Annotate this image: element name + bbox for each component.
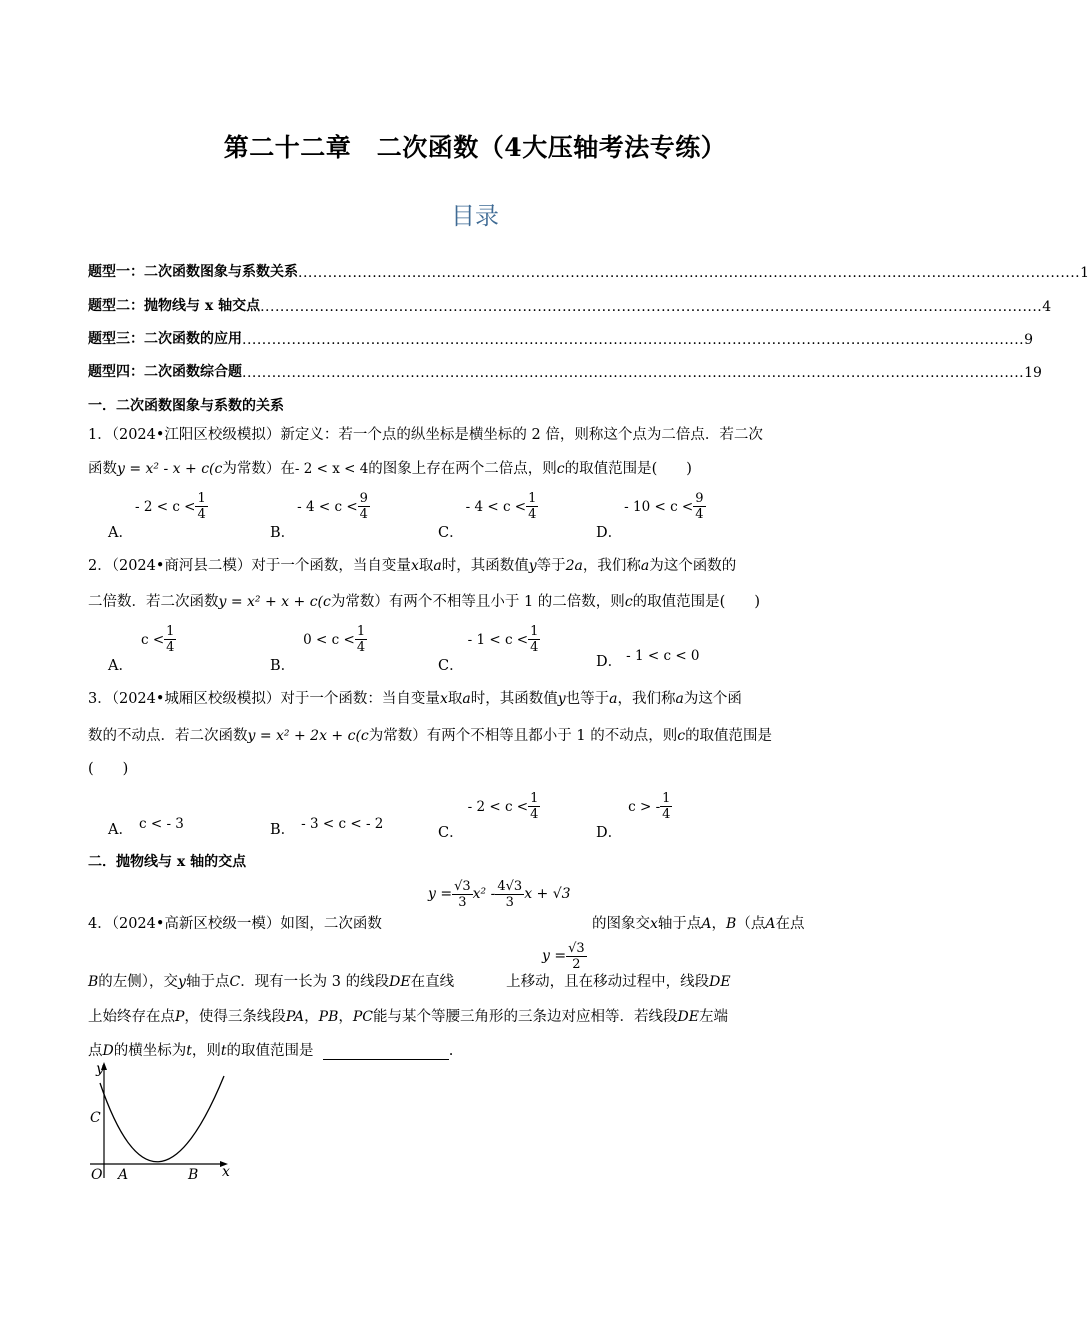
toc-item[interactable] [88,293,1052,315]
text: ，使得三条线段 [184,1009,286,1025]
q2-option-d[interactable] [596,650,700,671]
option-expr: - 3 < c < - 2 [301,816,384,832]
text: 为这个函数的 [649,558,737,574]
numerator: 1 [528,491,537,506]
text: 的图象交 [592,916,650,932]
point-a: A [701,916,712,932]
answer-blank[interactable] [323,1045,449,1060]
toc-item[interactable] [88,259,1089,281]
expr-part: y = [428,886,453,902]
page-title: 第二十二章 二次函数（4大压轴考法专练） [223,133,727,162]
fraction [355,625,367,654]
point-c: C [229,974,241,990]
var-t: t [220,1043,227,1059]
text: 轴于点 [185,974,230,990]
text: 也等于 [565,691,610,707]
option-letter: D． [596,654,623,670]
numerator: 1 [356,624,366,639]
denominator: 4 [530,807,539,822]
text: 函数 [88,461,117,477]
q2-option-a[interactable] [108,624,176,674]
var-c: c [624,594,633,610]
q3-line-1 [88,687,742,708]
var-y: y [178,974,186,990]
var-x: x [650,916,658,932]
numerator: 1 [530,791,539,806]
fraction [526,492,538,521]
toc-item[interactable] [88,359,1042,381]
fraction [660,792,672,821]
segment-pa: PA [285,1009,305,1025]
segment-pb: PB [318,1009,339,1025]
option-letter: B． [270,524,296,541]
text: 的取值范围是 [685,728,773,744]
toc-item-label: 题型三：二次函数的应用 [88,331,242,347]
point-label-a: A [118,1167,129,1183]
text: 的取值范围是 [226,1043,314,1059]
toc-leader: .............................................................................................................................................................. [298,265,1081,281]
fraction [528,792,540,821]
expr-part: x + √3 [524,886,571,902]
fraction [452,880,473,909]
text: 的横坐标为 [113,1043,187,1059]
parabola-figure [82,1058,242,1188]
text: ，我们称 [617,691,676,707]
q1-option-b[interactable] [270,491,370,541]
denominator: 4 [662,807,671,822]
denominator: 3 [458,895,467,910]
option-letter: A． [108,657,133,674]
toc-heading: 目录 [451,202,499,230]
var-t: t [186,1043,192,1059]
option-expr: - 1 < c < [467,631,529,648]
point-a: A [765,916,776,932]
option-expr: c < [140,631,165,648]
point-label-b: B [188,1167,199,1183]
toc-leader: .............................................................................................................................................................. [242,332,1025,348]
toc-item-label: 题型四：二次函数综合题 [88,364,242,380]
text: ， [711,916,727,932]
numerator: √3 [568,941,585,956]
q1-option-a[interactable] [108,491,208,541]
segment-de: DE [389,974,411,990]
var-a: a [433,558,442,574]
q4-line-equation [542,942,587,971]
numerator: 9 [695,491,704,506]
point-p: P [175,1009,185,1025]
q1-option-c[interactable] [438,491,538,541]
toc-leader: .............................................................................................................................................................. [260,299,1043,315]
text: ， [338,1009,353,1025]
q2-option-c[interactable] [438,624,540,674]
text: . [448,1043,454,1059]
fraction [693,492,705,521]
var-a: a [640,558,650,574]
q2-line-1 [88,554,736,575]
toc-item-page: 9 [1024,332,1034,348]
option-expr: c > - [628,798,661,815]
option-letter: B． [270,822,296,838]
q3-line-2 [88,724,772,745]
numerator: 1 [166,624,175,639]
text: 时，其函数值 [470,691,558,707]
option-letter: C． [438,657,464,674]
q1-line-1: 1．（2024•江阳区校级模拟）新定义：若一个点的纵坐标是横坐标的 2 倍，则称这个点为二倍点．若二次 [88,427,763,443]
q3-option-b[interactable] [270,818,383,839]
option-letter: A． [108,822,133,838]
q4-line-1-tail [592,912,804,933]
text: 取 [447,691,463,707]
var-a: a [462,691,471,707]
option-letter: D． [596,524,623,541]
denominator: 4 [166,640,175,655]
option-expr: - 4 < c < [297,498,358,515]
option-expr: - 2 < c < [467,798,529,815]
denominator: 4 [359,507,368,522]
text: 左端 [698,1009,728,1025]
axis-label-y: y [96,1061,104,1077]
expr-part: x² - [472,886,496,902]
text: 为常数）有两个不相等且小于 1 的二倍数，则 [330,594,625,610]
text: 在直线 [410,974,455,990]
text: 上移动，且在移动过程中，线段 [506,974,710,990]
segment-de: DE [709,974,731,990]
text: 为常数）在 [222,461,295,477]
var-c: c [556,461,565,477]
text: 2．（2024•商河县二模）对于一个函数，当自变量 [88,558,411,574]
text: 为常数）有两个不相等且都小于 1 的不动点，则 [368,728,678,744]
toc-item-page: 1 [1080,265,1089,281]
q2-function: y = x² + x + c(c [218,594,331,610]
numerator: 9 [359,491,368,506]
fraction [495,880,524,909]
text: ，则 [191,1043,221,1059]
denominator: 4 [695,507,704,522]
q1-domain: - 2 < x < 4 [294,461,369,477]
option-expr: - 10 < c < [624,498,694,515]
option-expr: - 2 < c < [134,498,196,515]
option-letter: A． [108,524,133,541]
q3-function: y = x² + 2x + c(c [247,728,369,744]
var-c: c [677,728,686,744]
text: 轴于点 [657,916,702,932]
q3-option-a[interactable] [108,818,184,839]
q4-function [428,880,571,909]
toc-item-label: 题型二：抛物线与 x 轴交点 [88,298,261,314]
answer-paren: ( ) [88,761,129,777]
q4-line-4 [88,1039,453,1060]
origin-label: O [91,1167,103,1183]
text: 数的不动点．若二次函数 [88,728,248,744]
point-b: B [726,916,737,932]
text: 二倍数．若二次函数 [88,594,219,610]
toc-item-label: 题型一：二次函数图象与系数关系 [88,264,298,280]
text: 能与某个等腰三角形的三条边对应相等．若线段 [373,1009,678,1025]
text: 的取值范围是 [564,461,652,477]
option-letter: C． [438,824,464,841]
option-letter: D． [596,824,623,841]
point-label-c: C [90,1110,101,1126]
denominator: 2 [572,957,581,972]
var-x: x [439,691,448,707]
text: 的图象上存在两个二倍点，则 [368,461,557,477]
point-d: D [102,1043,114,1059]
option-expr: - 1 < c < 0 [626,648,700,664]
q2-option-b[interactable] [270,624,367,674]
text: ．现有一长为 3 的线段 [240,974,390,990]
answer-paren: ( ) [719,594,760,610]
numerator: 4√3 [497,879,523,894]
q2-line-2 [88,590,760,611]
expr-2a: 2a [565,558,583,574]
text: 的左侧），交 [98,974,179,990]
numerator: 1 [530,624,539,639]
option-letter: C． [438,524,464,541]
text: 3．（2024•城厢区校级模拟）对于一个函数：当自变量 [88,691,440,707]
section-heading: 一．二次函数图象与系数的关系 [88,398,284,414]
text: 取 [418,558,434,574]
text: 的取值范围是 [632,594,720,610]
text: 等于 [536,558,566,574]
option-expr: c < - 3 [138,816,184,832]
option-expr: 0 < c < [303,631,355,648]
segment-de: DE [677,1009,699,1025]
section-heading: 二．抛物线与 x 轴的交点 [88,854,247,870]
fraction [528,625,540,654]
option-letter: B． [270,657,296,674]
text: ，我们称 [582,558,641,574]
text: 在点 [775,916,805,932]
fraction [566,942,587,971]
numerator: 1 [197,491,206,506]
var-a: a [675,691,684,707]
var-x: x [410,558,419,574]
q1-function: y = x² - x + c(c [117,461,223,477]
text: （点 [736,916,766,932]
toc-item-page: 19 [1024,365,1042,381]
fraction [164,625,176,654]
q4-line-2 [88,970,731,991]
parabola-curve [100,1076,224,1162]
option-expr: - 4 < c < [465,498,527,515]
q3-option-c[interactable] [438,791,540,841]
denominator: 4 [356,640,366,655]
text: 上始终存在点 [88,1009,175,1025]
text: 为这个函 [683,691,742,707]
numerator: √3 [454,879,471,894]
axis-label-x: x [222,1164,230,1180]
text: ， [304,1009,319,1025]
toc-item-page: 4 [1042,299,1052,315]
var-a: a [609,691,618,707]
q4-line-1-text: 4．（2024•高新区校级一模）如图，二次函数 [88,916,382,932]
text: 时，其函数值 [441,558,529,574]
denominator: 4 [528,507,537,522]
q4-line-3 [88,1005,728,1026]
expr-part: y = [542,948,567,964]
toc-item[interactable] [88,326,1034,348]
denominator: 3 [505,895,514,910]
var-y: y [528,558,537,574]
denominator: 4 [197,507,206,522]
denominator: 4 [530,640,539,655]
numerator: 1 [662,791,671,806]
fraction [195,492,207,521]
var-y: y [557,691,566,707]
q1-line-2 [88,457,692,478]
point-b: B [88,974,99,990]
q3-option-d[interactable] [596,791,672,841]
q1-option-d[interactable] [596,491,706,541]
segment-pc: PC [352,1009,374,1025]
toc-leader: .............................................................................................................................................................. [242,365,1025,381]
text: 点 [88,1043,103,1059]
fraction [358,492,370,521]
answer-paren: ( ) [651,461,692,477]
